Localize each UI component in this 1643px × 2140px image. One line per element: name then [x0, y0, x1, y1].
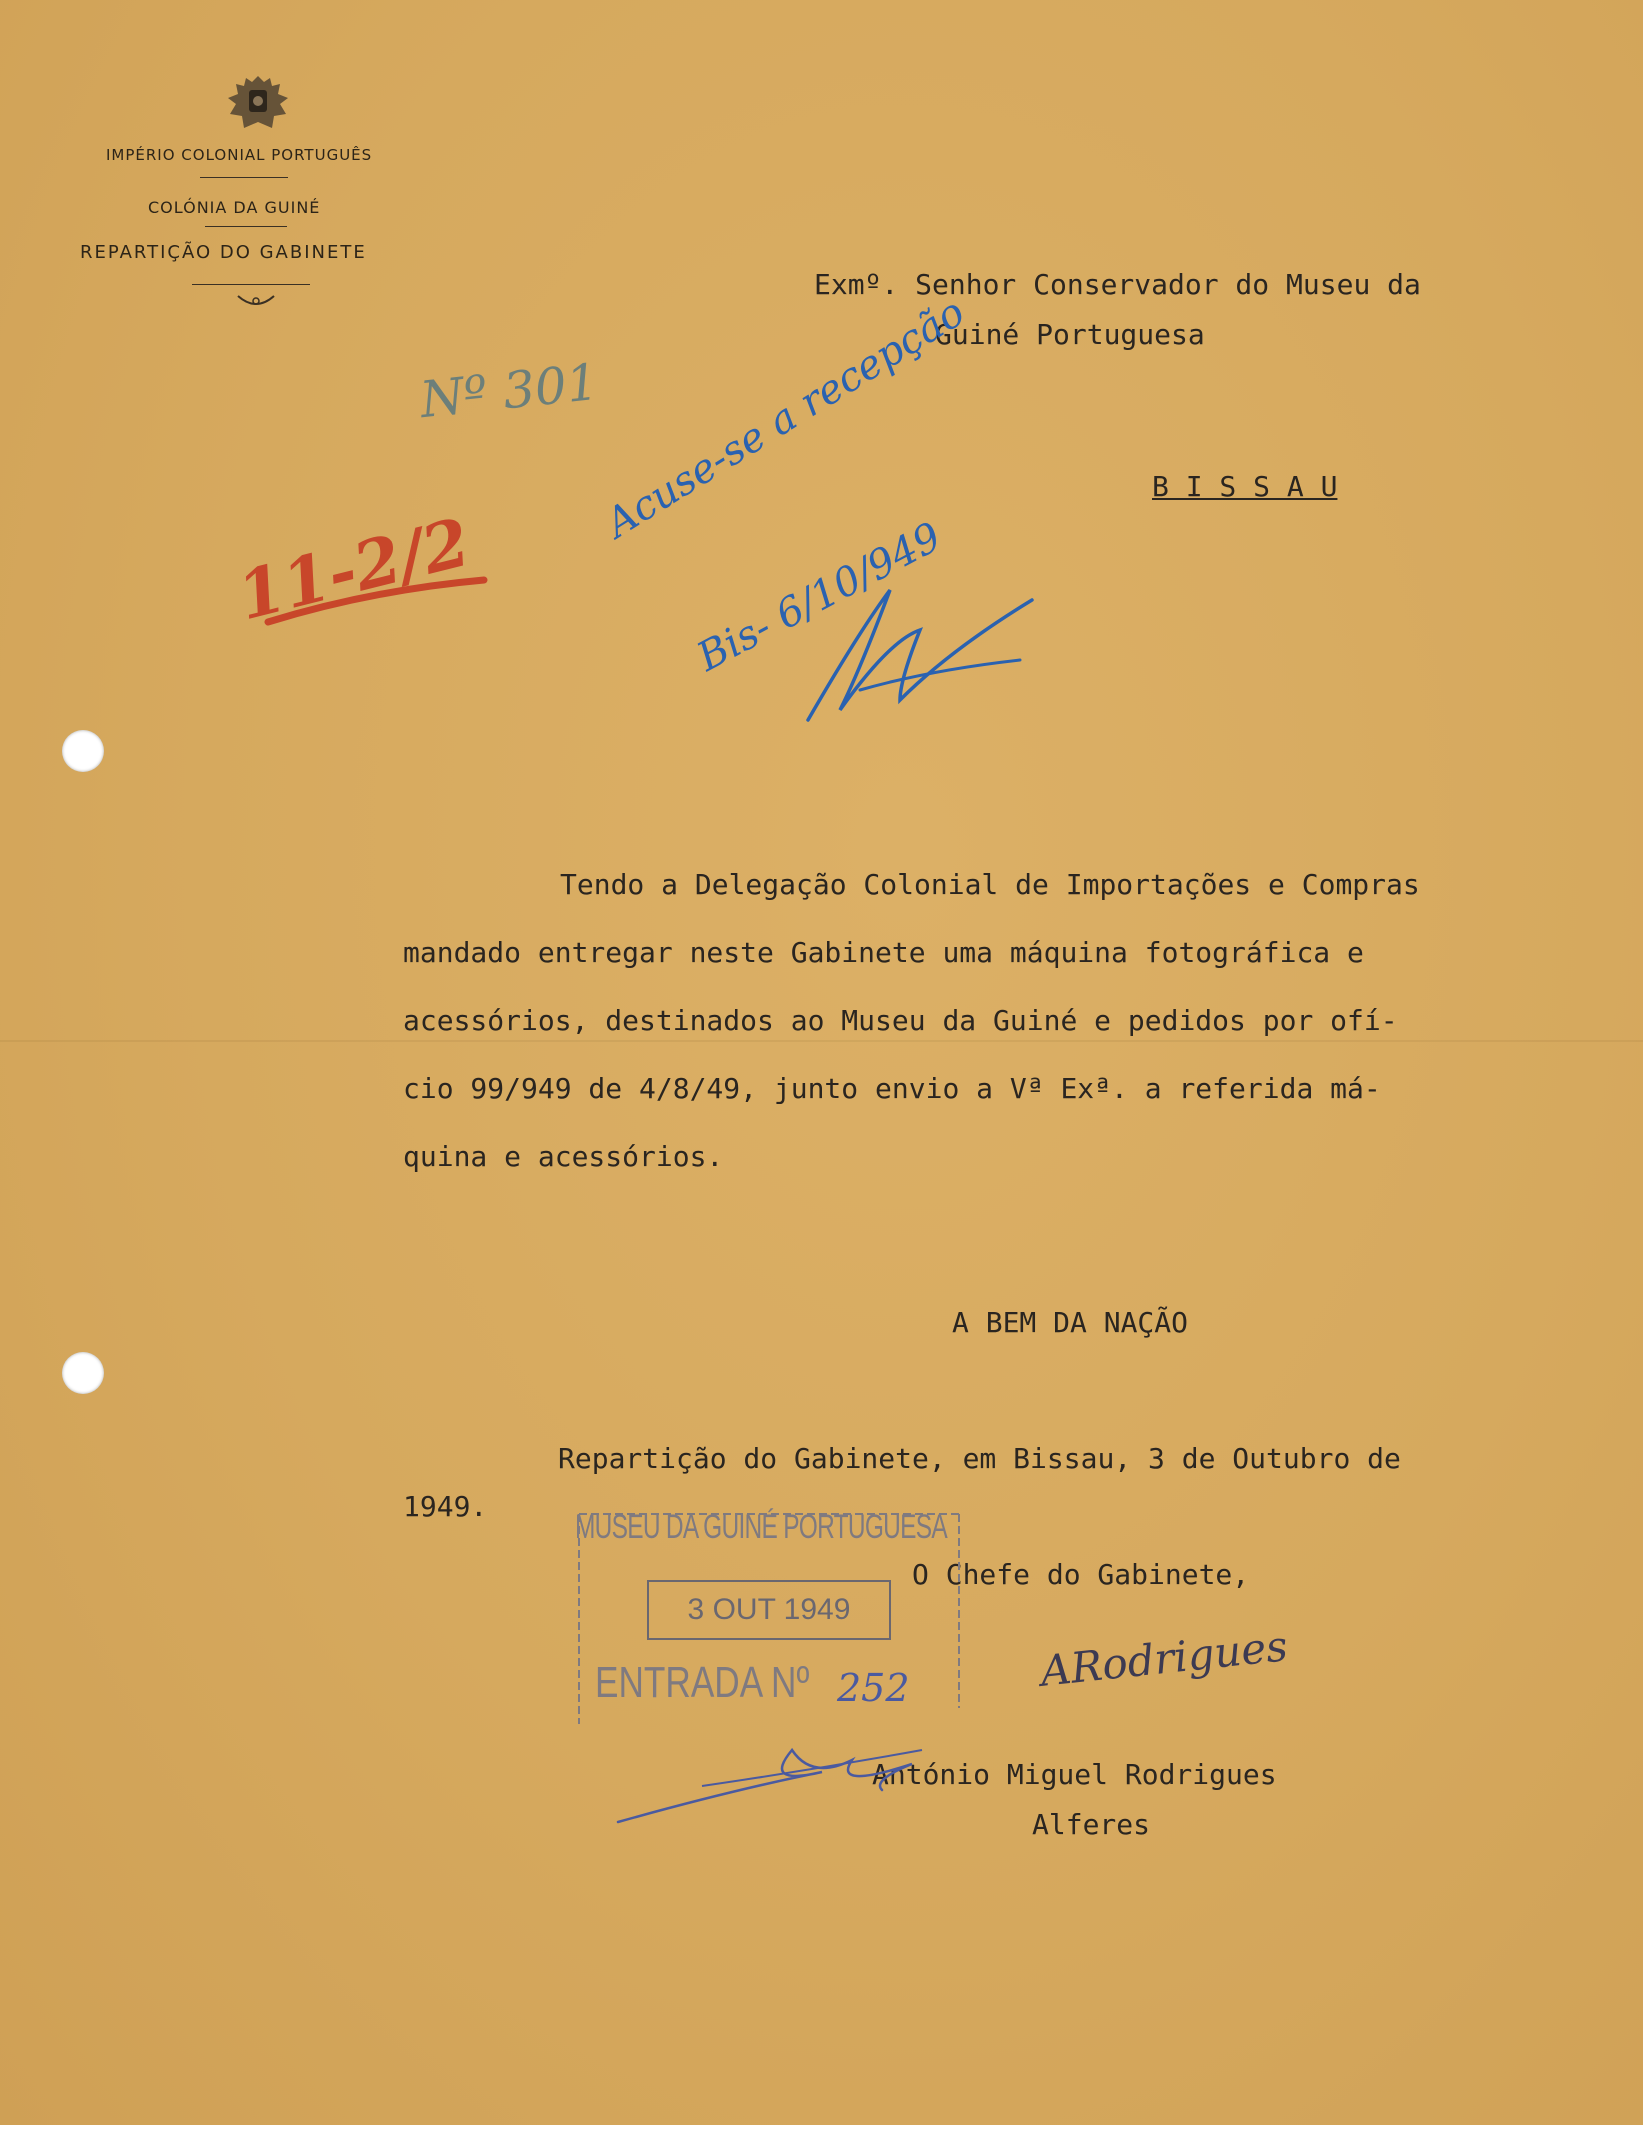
blue-note-line-1: Acuse-se a recepção	[598, 289, 973, 548]
coat-of-arms-icon	[218, 72, 298, 136]
stamp-date: 3 OUT 1949	[647, 1580, 891, 1640]
signatory-name: António Miguel Rodrigues	[872, 1758, 1277, 1791]
signatory-rank: Alferes	[1032, 1808, 1151, 1841]
red-underline-stroke	[262, 570, 492, 630]
recipient-city: B I S S A U	[1152, 470, 1338, 503]
stamp-initials-scribble	[612, 1690, 1032, 1830]
ornament-icon	[236, 294, 276, 308]
punch-hole-bottom	[62, 1352, 104, 1394]
signatory-title: O Chefe do Gabinete,	[912, 1558, 1250, 1591]
place-date-line-1: Repartição do Gabinete, em Bissau, 3 de Outubro de	[558, 1442, 1401, 1475]
place-date-line-2: 1949.	[403, 1490, 488, 1523]
letterhead-divider	[200, 177, 288, 178]
letterhead-line-empire: IMPÉRIO COLONIAL PORTUGUÊS	[106, 146, 373, 164]
letterhead-divider	[192, 284, 310, 285]
recipient-line-2: Guiné Portuguesa	[935, 318, 1205, 351]
recipient-line-1: Exmº. Senhor Conservador do Museu da	[814, 268, 1421, 301]
handwritten-signature: ARodrigues	[1038, 1621, 1290, 1696]
blue-initials-signature	[800, 560, 1040, 730]
paper-fold	[0, 1040, 1643, 1042]
closing-motto: A BEM DA NAÇÃO	[952, 1306, 1189, 1339]
stamp-museum-name: MUSEU DA GUINÉ PORTUGUESA	[575, 1508, 947, 1546]
file-number-annotation: Nº 301	[417, 352, 602, 430]
punch-hole-top	[62, 730, 104, 772]
body-line-2: mandado entregar neste Gabinete uma máquina fotográfica e	[403, 936, 1364, 969]
letterhead-line-colony: COLÓNIA DA GUINÉ	[148, 198, 321, 217]
stamp-entry-label: ENTRADA Nº	[595, 1658, 810, 1707]
red-pencil-mark: 11-2/2	[230, 502, 478, 636]
body-line-4: cio 99/949 de 4/8/49, junto envio a Vª Exª. a referida má-	[403, 1072, 1381, 1105]
stamp-entry-number: 252	[837, 1666, 910, 1710]
letterhead-divider	[205, 226, 287, 227]
body-line-3: acessórios, destinados ao Museu da Guiné e pedidos por ofí-	[403, 1004, 1398, 1037]
letterhead-line-office: REPARTIÇÃO DO GABINETE	[80, 242, 367, 263]
body-line-1: Tendo a Delegação Colonial de Importações e Compras	[560, 868, 1420, 901]
blue-note-line-2: Bis- 6/10/949	[690, 513, 949, 681]
body-line-5: quina e acessórios.	[403, 1140, 724, 1173]
